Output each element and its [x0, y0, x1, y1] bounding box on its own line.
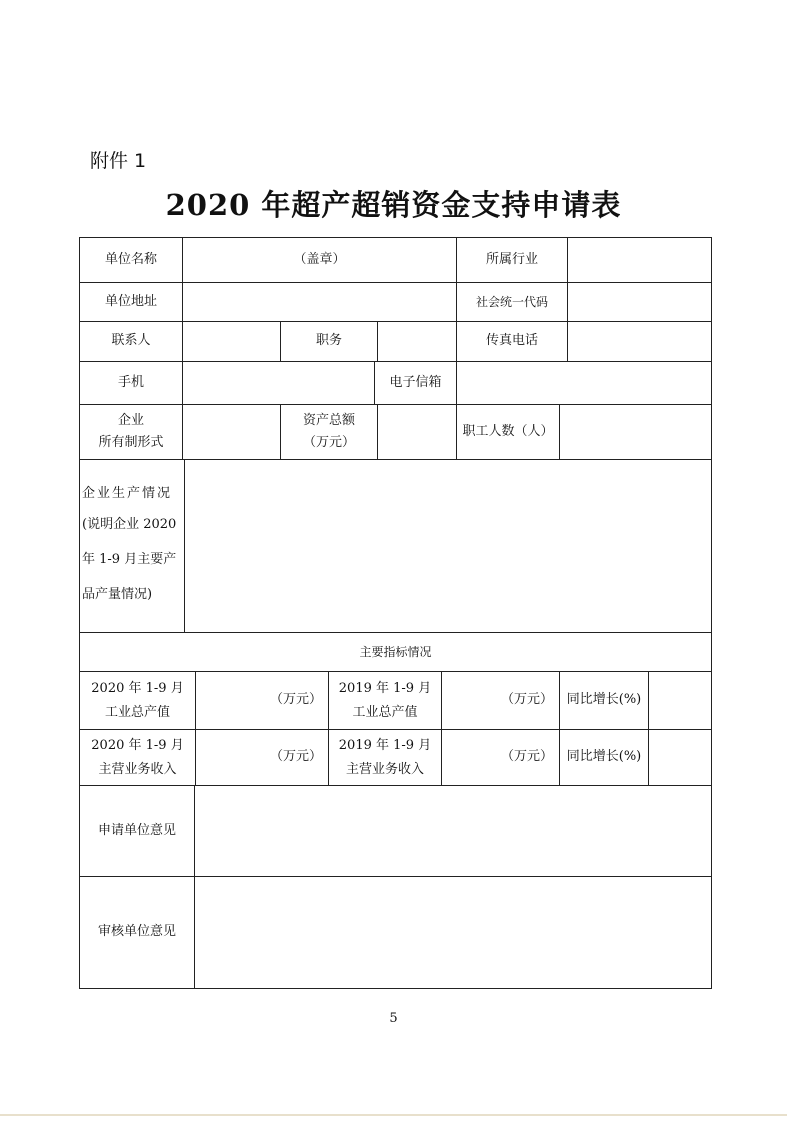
address-field[interactable]	[182, 282, 457, 322]
industry-label: 所属行业	[456, 237, 568, 283]
fax-label: 传真电话	[456, 321, 568, 362]
ind-2019-revenue-field[interactable]	[441, 729, 560, 786]
page-edge	[0, 1114, 787, 1116]
attachment-label: 附件 1	[90, 150, 147, 172]
unit-name-label: 单位名称	[79, 237, 183, 283]
fax-field[interactable]	[567, 321, 712, 362]
ind-2020-output-field[interactable]	[195, 671, 329, 730]
employees-label: 职工人数（人）	[456, 404, 560, 460]
ind-2020-revenue-field[interactable]	[195, 729, 329, 786]
contact-label: 联系人	[79, 321, 183, 362]
position-field[interactable]	[377, 321, 457, 362]
assets-field[interactable]	[377, 404, 457, 460]
unit-wan: （万元）	[269, 749, 322, 765]
page-number: 5	[389, 1011, 398, 1026]
reviewer-opinion-label: 审核单位意见	[79, 876, 195, 989]
ownership-field[interactable]	[182, 404, 281, 460]
yoy-growth-label: 同比增长(%)	[559, 671, 649, 730]
ind-2019-output-label: 2019 年 1-9 月 工业总产值	[328, 671, 442, 730]
applicant-opinion-label: 申请单位意见	[79, 785, 195, 877]
assets-label: 资产总额 （万元）	[280, 404, 378, 460]
reviewer-opinion-field[interactable]	[194, 876, 712, 989]
unit-wan: （万元）	[269, 692, 322, 708]
ind-2020-output-label: 2020 年 1-9 月 工业总产值	[79, 671, 196, 730]
contact-field[interactable]	[182, 321, 281, 362]
production-field[interactable]	[184, 459, 712, 633]
mobile-field[interactable]	[182, 361, 375, 405]
yoy-growth-field[interactable]	[648, 671, 712, 730]
indicators-header: 主要指标情况	[79, 632, 712, 672]
applicant-opinion-field[interactable]	[194, 785, 712, 877]
ownership-label: 企业 所有制形式	[79, 404, 183, 460]
mobile-label: 手机	[79, 361, 183, 405]
unit-wan: （万元）	[500, 749, 553, 765]
form-title: 2020 年超产超销资金支持申请表	[165, 188, 622, 222]
address-label: 单位地址	[79, 282, 183, 322]
email-field[interactable]	[456, 361, 712, 405]
yoy-growth-field[interactable]	[648, 729, 712, 786]
email-label: 电子信箱	[374, 361, 457, 405]
yoy-growth-label: 同比增长(%)	[559, 729, 649, 786]
production-label: 企业生产情况 (说明企业 2020 年 1-9 月主要产 品产量情况)	[79, 459, 185, 633]
credit-code-field[interactable]	[567, 282, 712, 322]
unit-wan: （万元）	[500, 692, 553, 708]
industry-field[interactable]	[567, 237, 712, 283]
position-label: 职务	[280, 321, 378, 362]
ind-2019-revenue-label: 2019 年 1-9 月 主营业务收入	[328, 729, 442, 786]
unit-name-field[interactable]	[182, 237, 457, 283]
credit-code-label: 社会统一代码	[456, 282, 568, 322]
ind-2019-output-field[interactable]	[441, 671, 560, 730]
employees-field[interactable]	[559, 404, 712, 460]
seal-note: （盖章）	[293, 251, 346, 267]
ind-2020-revenue-label: 2020 年 1-9 月 主营业务收入	[79, 729, 196, 786]
